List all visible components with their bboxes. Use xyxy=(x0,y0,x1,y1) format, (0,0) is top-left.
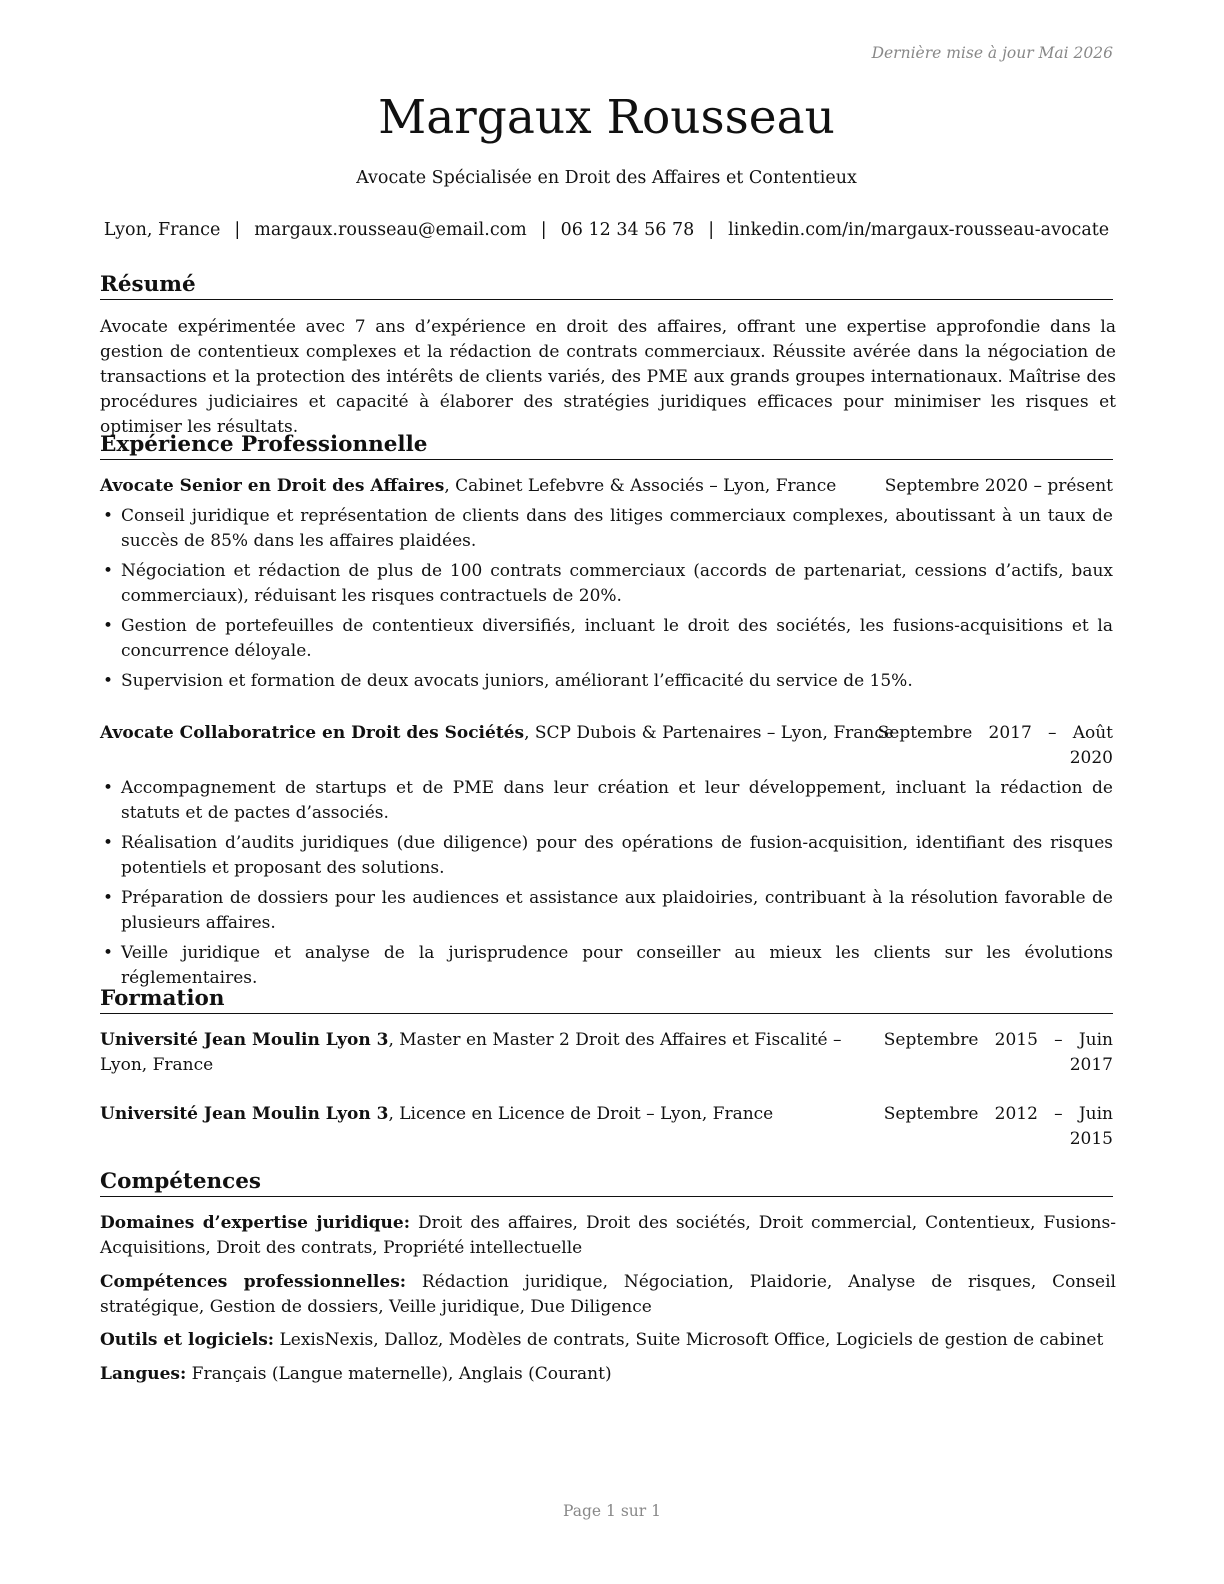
job-header xyxy=(100,721,1113,771)
job-bullets xyxy=(100,504,1113,699)
section-heading-skills: Compétences xyxy=(100,1168,1113,1197)
education-entry xyxy=(100,1102,1113,1152)
skill-value: Droit des affaires, Droit des sociétés, Droit commercial, Contentieux, Fusions-Acquisitions, Droit des contrats, Propriété intellectuelle xyxy=(100,1213,1116,1258)
bullet-icon: • xyxy=(103,506,114,526)
job-title: Avocate Collaboratrice en Droit des Sociétés xyxy=(100,723,525,743)
list-item: • Veille juridique et analyse de la jurisprudence pour conseiller au mieux les clients sur les évolutions réglementaires. xyxy=(103,943,1113,988)
professional-title: Avocate Spécialisée en Droit des Affaires et Contentieux xyxy=(356,168,857,188)
list-item: • Accompagnement de startups et de PME dans leur création et leur développement, incluant la rédaction de statuts et de pactes d’associés. xyxy=(103,778,1113,823)
skill-row xyxy=(100,1328,1116,1353)
education-line xyxy=(100,1102,880,1127)
skill-value: Rédaction juridique, Négociation, Plaidorie, Analyse de risques, Conseil stratégique, Gestion de dossiers, Veille juridique, Due Diligence xyxy=(100,1272,1116,1317)
contact-location: Lyon, France xyxy=(103,220,221,240)
bullet-icon: • xyxy=(103,778,114,798)
contact-separator: | xyxy=(234,220,241,240)
skill-value: LexisNexis, Dalloz, Modèles de contrats, Suite Microsoft Office, Logiciels de gestion de cabinet xyxy=(274,1330,1104,1350)
skill-label: Outils et logiciels: xyxy=(100,1330,275,1350)
contact-line xyxy=(100,220,1113,240)
contact-phone[interactable]: 06 12 34 56 78 xyxy=(560,220,695,240)
education-dates: Septembre 2015 – Juin 2017 xyxy=(883,1030,1113,1075)
school-name: Université Jean Moulin Lyon 3 xyxy=(100,1030,389,1050)
school-name: Université Jean Moulin Lyon 3 xyxy=(100,1104,389,1124)
list-item: • Supervision et formation de deux avocats juniors, améliorant l’efficacité du service de 15%. xyxy=(100,669,1113,694)
bullet-icon: • xyxy=(103,671,114,691)
job-header xyxy=(100,474,1113,499)
job-title: Avocate Senior en Droit des Affaires xyxy=(100,476,445,496)
summary-text: Avocate expérimentée avec 7 ans d’expérience en droit des affaires, offrant une expertise approfondie dans la gestion de contentieux complexes et la rédaction de contrats commerciaux. Réussite avérée dans la négociation de transactions et la protection des intérêts de clients variés, des PME aux grands groupes internationaux. Maîtrise des procédures judiciaires et capacité à élaborer des stratégies juridiques efficaces pour minimiser les risques et optimiser les résultats. xyxy=(100,317,1116,437)
education-entry xyxy=(100,1028,1113,1078)
list-item: • Gestion de portefeuilles de contentieux diversifiés, incluant le droit des sociétés, les fusions-acquisitions et la concurrence déloyale. xyxy=(103,616,1113,661)
section-heading-summary: Résumé xyxy=(100,271,1113,300)
education-dates: Septembre 2012 – Juin 2015 xyxy=(883,1104,1113,1149)
person-name: Margaux Rousseau xyxy=(378,90,835,145)
list-item: • Négociation et rédaction de plus de 100 contrats commerciaux (accords de partenariat, cessions d’actifs, baux commerciaux), réduisant les risques contractuels de 20%. xyxy=(103,561,1113,606)
job-dates: Septembre 2020 – présent xyxy=(884,476,1113,496)
job-company: , Cabinet Lefebvre & Associés – Lyon, France xyxy=(444,476,837,496)
degree-detail: , Master en Master 2 Droit des Affaires et Fiscalité – Lyon, France xyxy=(100,1030,842,1075)
section-heading-experience: Expérience Professionnelle xyxy=(100,431,1113,460)
last-updated: Dernière mise à jour Mai 2026 xyxy=(871,44,1113,62)
contact-linkedin[interactable]: linkedin.com/in/margaux-rousseau-avocate xyxy=(728,220,1110,240)
bullet-icon: • xyxy=(103,888,114,908)
job-title-line xyxy=(100,721,894,746)
contact-email[interactable]: margaux.rousseau@email.com xyxy=(254,220,527,240)
list-item: • Préparation de dossiers pour les audiences et assistance aux plaidoiries, contribuant à la résolution favorable de plusieurs affaires. xyxy=(103,888,1113,933)
job-bullets xyxy=(100,776,1113,996)
contact-separator: | xyxy=(708,220,715,240)
skill-label: Compétences professionnelles: xyxy=(100,1272,407,1292)
education-line xyxy=(100,1028,880,1078)
job-dates: Septembre 2017 – Août 2020 xyxy=(877,723,1113,768)
degree-detail: , Licence en Licence de Droit – Lyon, France xyxy=(388,1104,774,1124)
list-item: • Réalisation d’audits juridiques (due diligence) pour des opérations de fusion-acquisition, identifiant des risques potentiels et proposant des solutions. xyxy=(103,833,1113,878)
job-title-line xyxy=(100,474,836,499)
job-company: , SCP Dubois & Partenaires – Lyon, France xyxy=(524,723,894,743)
skill-value: Français (Langue maternelle), Anglais (Courant) xyxy=(186,1364,612,1384)
skill-row xyxy=(100,1211,1116,1261)
skill-label: Domaines d’expertise juridique: xyxy=(100,1213,410,1233)
contact-separator: | xyxy=(540,220,547,240)
section-heading-education: Formation xyxy=(100,985,1113,1014)
bullet-icon: • xyxy=(103,561,114,581)
bullet-icon: • xyxy=(103,616,114,636)
skill-row xyxy=(100,1270,1116,1320)
bullet-icon: • xyxy=(103,943,114,963)
list-item: • Conseil juridique et représentation de clients dans des litiges commerciaux complexes, aboutissant à un taux de succès de 85% dans les affaires plaidées. xyxy=(103,506,1113,551)
bullet-icon: • xyxy=(103,833,114,853)
page-number: Page 1 sur 1 xyxy=(563,1502,661,1520)
skill-label: Langues: xyxy=(100,1364,187,1384)
skill-row xyxy=(100,1362,1116,1387)
